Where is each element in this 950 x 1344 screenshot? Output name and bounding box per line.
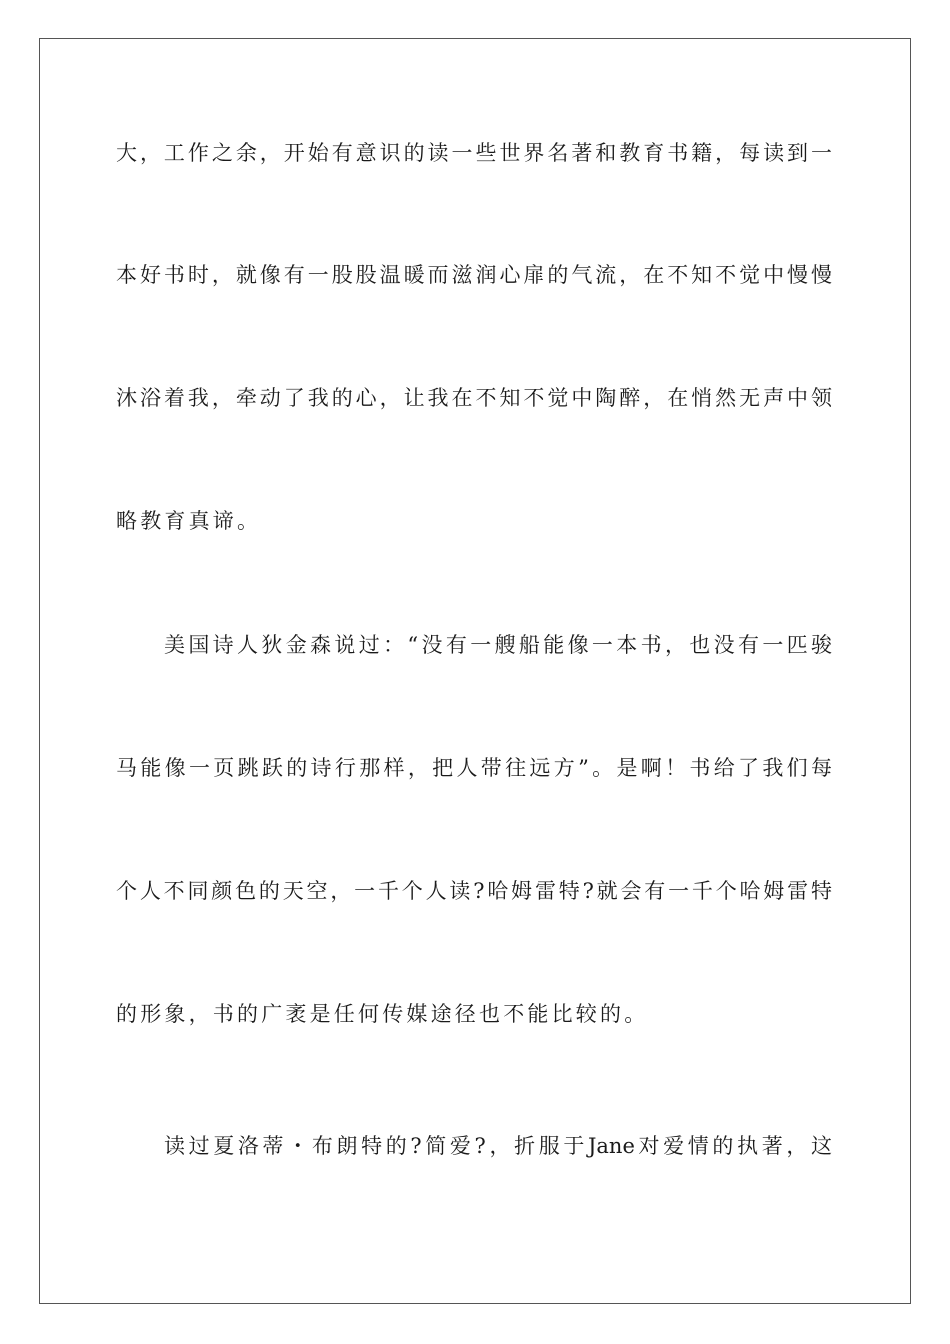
text-line-3: 沐浴着我，牵动了我的心，让我在不知不觉中陶醉，在悄然无声中领 bbox=[116, 386, 832, 410]
text-line-8: 的形象，书的广袤是任何传媒途径也不能比较的。 bbox=[116, 1002, 649, 1026]
page-border bbox=[39, 38, 911, 1304]
text-line-6: 马能像一页跳跃的诗行那样，把人带往远方”。是啊！书给了我们每 bbox=[116, 756, 832, 780]
text-line-4: 略教育真谛。 bbox=[116, 509, 262, 533]
text-line-5: 美国诗人狄金森说过：“没有一艘船能像一本书，也没有一匹骏 bbox=[164, 633, 832, 657]
text-line-7: 个人不同颜色的天空，一千个人读?哈姆雷特?就会有一千个哈姆雷特 bbox=[116, 879, 832, 903]
text-line-1: 大，工作之余，开始有意识的读一些世界名著和教育书籍，每读到一 bbox=[116, 141, 832, 165]
text-line-9: 读过夏洛蒂・布朗特的?简爱?，折服于Jane对爱情的执著，这 bbox=[164, 1134, 832, 1158]
text-line-2: 本好书时，就像有一股股温暖而滋润心扉的气流，在不知不觉中慢慢 bbox=[116, 263, 832, 287]
